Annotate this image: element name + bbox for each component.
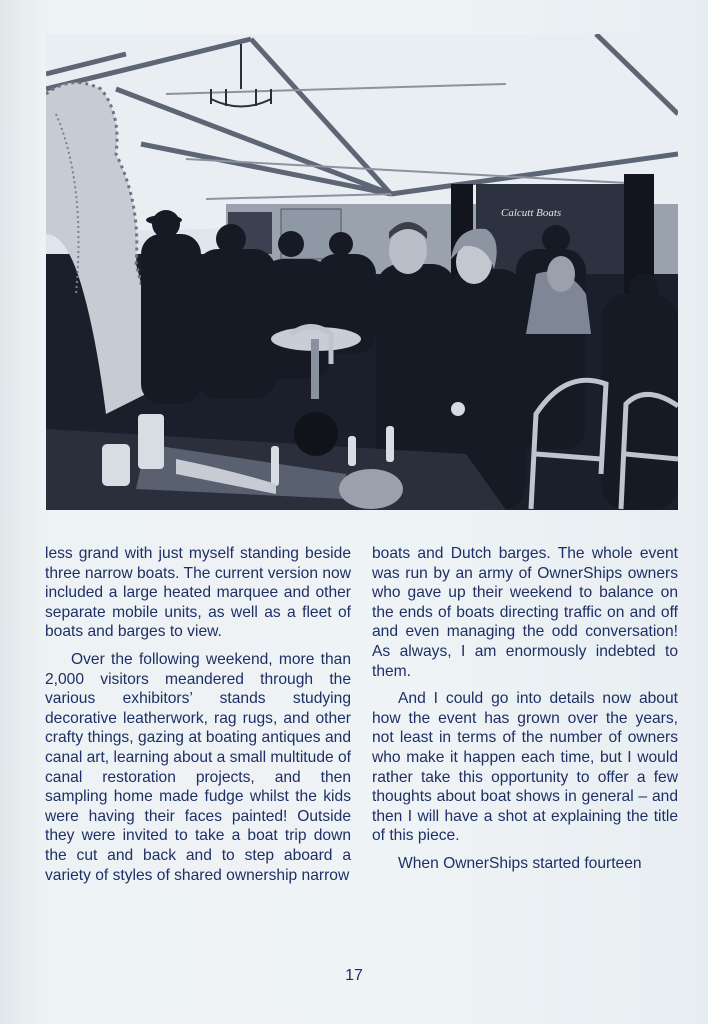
- article-paragraph: And I could go into details now about how the event has grown over the years, not least in terms of the number of owners who make it happen each time, but I would rather take this opportunity to offer a few thoughts about boat shows in general – and then I will have a shot at explaining the title of this piece.: [372, 690, 678, 845]
- page-number: 17: [345, 967, 363, 984]
- article-column-right: [372, 544, 678, 882]
- article-column-left: [45, 544, 351, 893]
- article-paragraph: Over the following weekend, more than 2,000 visitors meandered through the various exhibitors’ stands studying decorative leatherwork, rag rugs, and other crafty things, gazing at boating antiques and canal art, learning about a small multitude of canal restoration projects, and then sampling home made fudge whilst the kids were having their faces painted! Outside they were invited to take a boat trip down the cut and back and to step aboard a variety of styles of shared ownership narrow: [45, 650, 351, 884]
- article-paragraph: When OwnerShips started fourteen: [398, 854, 642, 872]
- stand-sign-text: Calcutt Boats: [501, 207, 562, 219]
- article-paragraph: boats and Dutch barges. The whole event was run by an army of OwnerShips owners who gave up their weekend to balance on the ends of boats directing traffic on and off and even managing the odd conversation! As always, I am enormously indebted to them.: [372, 545, 678, 680]
- marquee-photo: [46, 34, 678, 510]
- marquee-scene-illustration: [46, 34, 678, 510]
- article-paragraph: less grand with just myself standing beside three narrow boats. The current version now included a large heated marquee and other separate mobile units, as well as a fleet of boats and barges to view.: [45, 545, 351, 641]
